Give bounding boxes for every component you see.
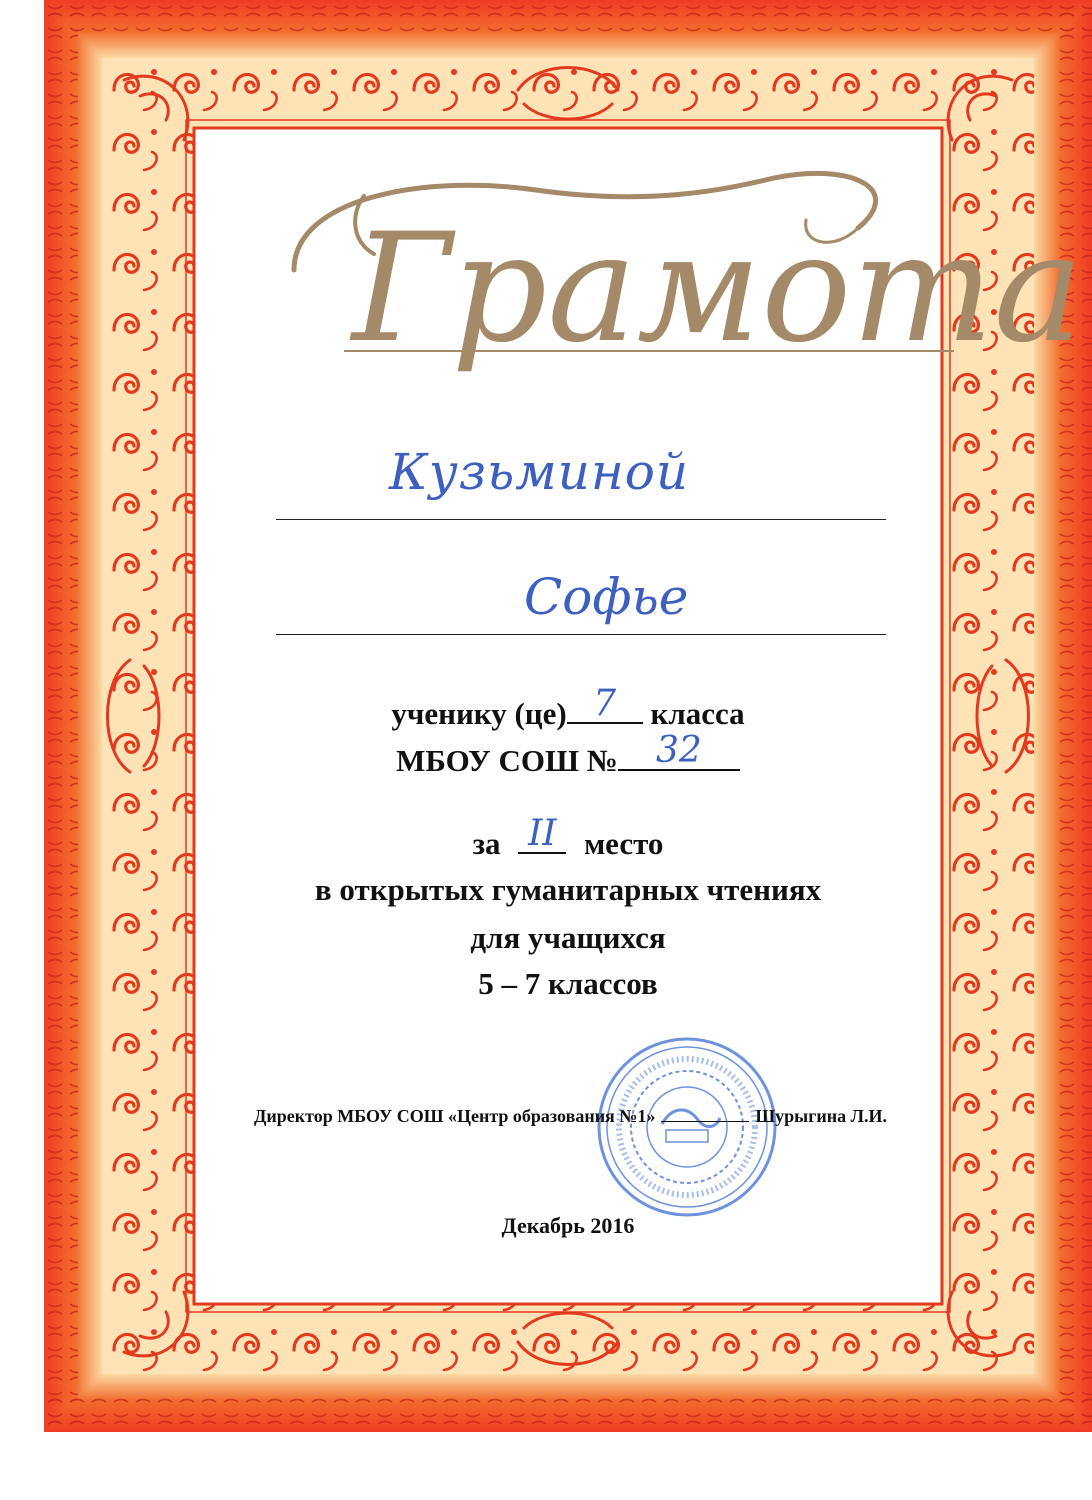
school-prefix: МБОУ СОШ №: [396, 743, 618, 778]
place-suffix: место: [584, 826, 664, 861]
director-title: Директор МБОУ СОШ «Центр образования №1»: [254, 1106, 656, 1126]
event-line-1: в открытых гуманитарных чтениях: [314, 872, 822, 907]
certificate-title-art: [254, 150, 1084, 400]
round-seal-icon: [592, 1032, 782, 1222]
grade-blank: [567, 683, 643, 724]
school-number: 32: [656, 730, 702, 771]
name-underline: [276, 634, 886, 635]
director-signature-line: [254, 1106, 887, 1127]
student-suffix: класса: [650, 696, 745, 731]
event-line-3: 5 – 7 классов: [478, 966, 658, 1001]
certificate-title: Грамота: [352, 202, 1084, 376]
school-line: [44, 730, 1092, 779]
grade-value: 7: [593, 683, 617, 724]
event-line-2: для учащихся: [470, 920, 666, 955]
signature-blank: [661, 1121, 749, 1122]
place-line: [44, 813, 1092, 862]
place-value: II: [528, 813, 557, 854]
student-line: [44, 683, 1092, 732]
issue-date: Декабрь 2016: [501, 1213, 635, 1238]
certificate-sheet: [44, 0, 1092, 1432]
recipient-surname: Кузьминой: [389, 443, 690, 501]
recipient-name: Софье: [524, 568, 689, 626]
surname-underline: [276, 519, 886, 520]
place-blank: [518, 813, 566, 854]
school-blank: [618, 730, 740, 771]
student-prefix: ученику (це): [391, 696, 567, 731]
place-prefix: за: [472, 826, 501, 861]
director-name: Шурыгина Л.И.: [755, 1106, 888, 1126]
